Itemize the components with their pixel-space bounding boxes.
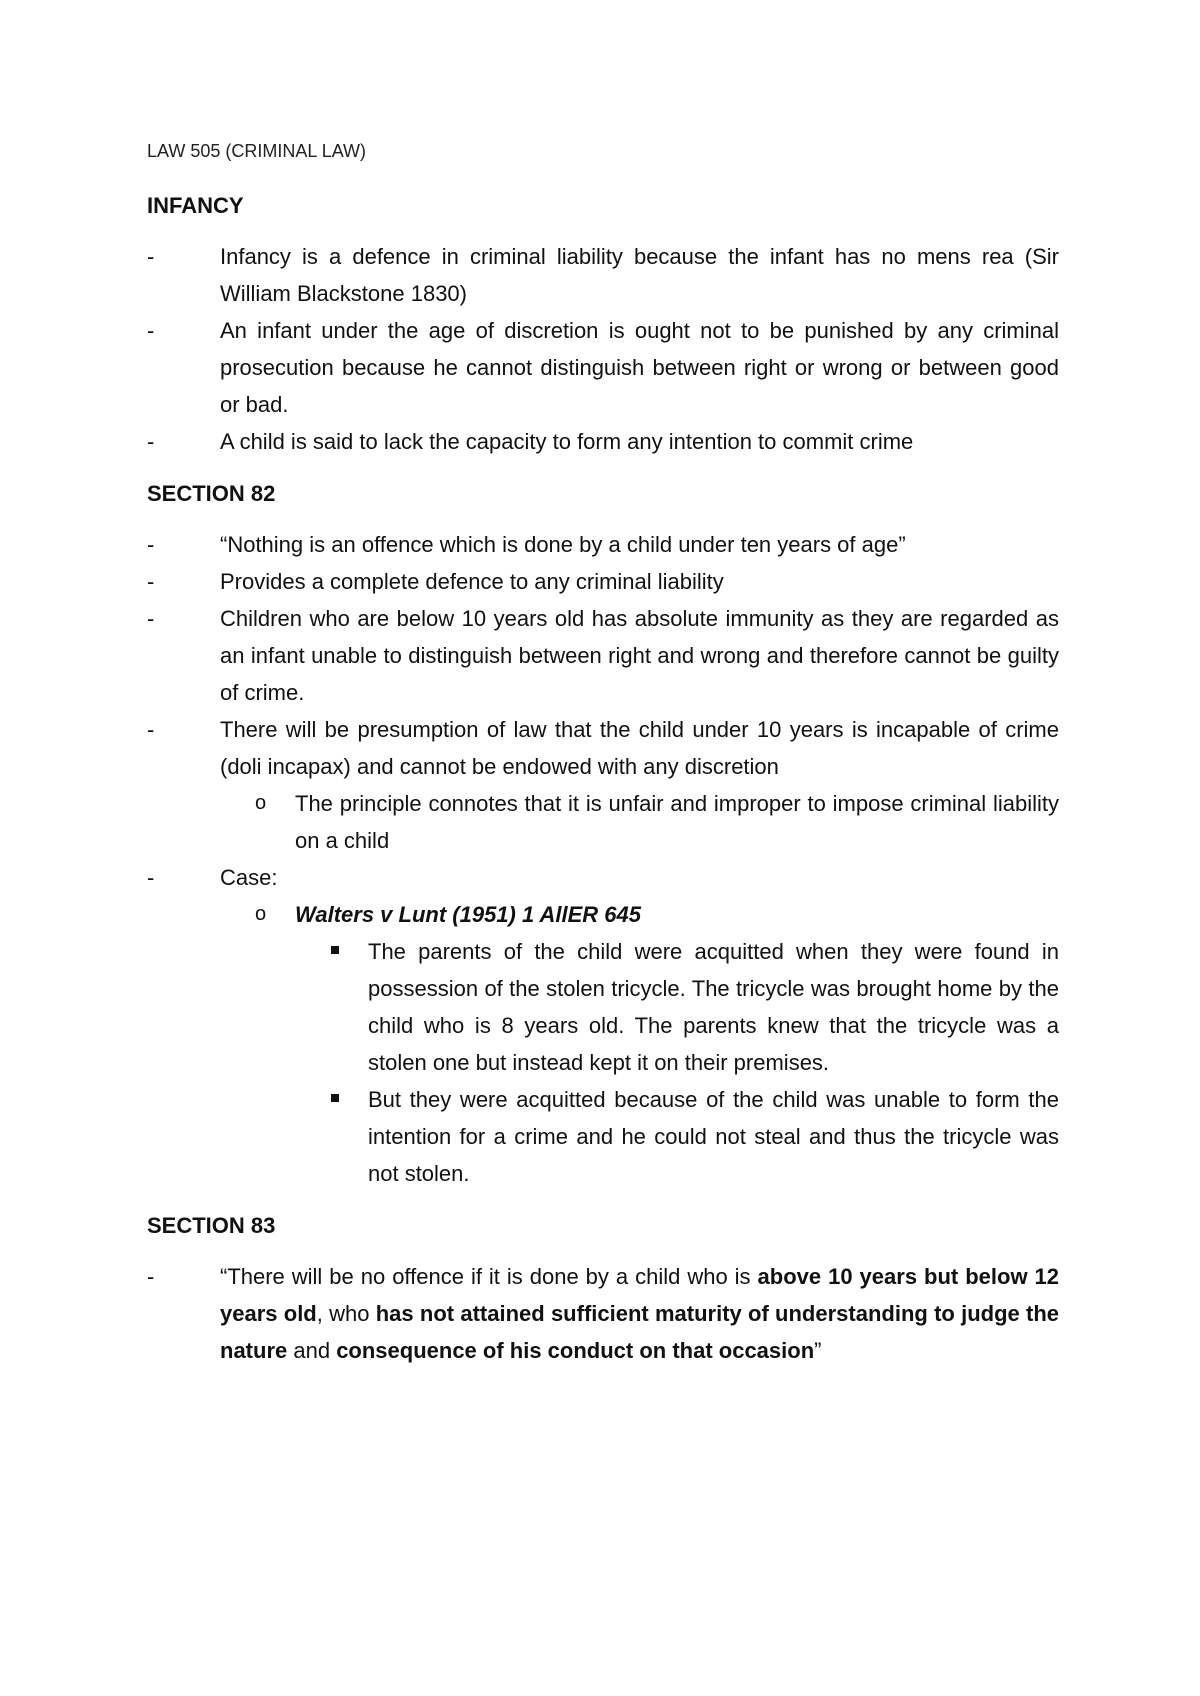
section-82-list xyxy=(147,526,1059,1192)
quote-text: “There will be no offence if it is done by a child who is xyxy=(220,1264,758,1289)
document-title: LAW 505 (CRIMINAL LAW) xyxy=(147,141,367,161)
quote-text: ” xyxy=(814,1338,822,1363)
case-item xyxy=(147,859,1059,1192)
case-fact: But they were acquitted because of the child was unable to form the intention for a crime and he could not steal and thus the tricycle was not stolen. xyxy=(331,1081,1059,1192)
case-label: Case: xyxy=(220,865,278,890)
section-82-point-text: There will be presumption of law that the child under 10 years is incapable of crime (doli incapax) and cannot be endowed with any discretion xyxy=(220,717,1059,779)
heading-section-82: SECTION 82 xyxy=(147,481,276,506)
infancy-point: - Infancy is a defence in criminal liability because the infant has no mens rea (Sir William Blackstone 1830) xyxy=(147,238,1059,312)
quote-bold-text: has not attained sufficient maturity of understanding to judge the nature xyxy=(220,1301,1059,1363)
heading-infancy: INFANCY xyxy=(147,193,244,218)
case-facts-list xyxy=(295,933,1059,1192)
infancy-list xyxy=(147,238,1059,460)
case-fact: The parents of the child were acquitted when they were found in possession of the stolen tricycle. The tricycle was brought home by the child who is 8 years old. The parents knew that the tricycle was a stolen one but instead kept it on their premises. xyxy=(331,933,1059,1081)
section-82-sub-point: o The principle connotes that it is unfair and improper to impose criminal liability on a child xyxy=(255,785,1059,859)
document-page xyxy=(147,140,1059,1369)
section-83-quote xyxy=(147,1258,1059,1369)
quote-text: and xyxy=(287,1338,337,1363)
infancy-point: - A child is said to lack the capacity to form any intention to commit crime xyxy=(147,423,1059,460)
infancy-point: - An infant under the age of discretion is ought not to be punished by any criminal prosecution because he cannot distinguish between right or wrong or between good or bad. xyxy=(147,312,1059,423)
section-82-point: - Provides a complete defence to any criminal liability xyxy=(147,563,1059,600)
case-name: Walters v Lunt (1951) 1 AllER 645 xyxy=(295,902,642,927)
section-83-list xyxy=(147,1258,1059,1369)
section-82-sub-list xyxy=(220,785,1059,859)
heading-section-83: SECTION 83 xyxy=(147,1213,276,1238)
case-list xyxy=(220,896,1059,1192)
section-82-point: - “Nothing is an offence which is done by a child under ten years of age” xyxy=(147,526,1059,563)
section-82-point xyxy=(147,711,1059,859)
case-entry xyxy=(255,896,1059,1192)
quote-text: , who xyxy=(316,1301,376,1326)
quote-bold-text: above 10 years but below 12 years old xyxy=(220,1264,1060,1326)
quote-bold-text: consequence of his conduct on that occasion xyxy=(336,1338,815,1363)
section-82-point: - Children who are below 10 years old has absolute immunity as they are regarded as an infant unable to distinguish between right and wrong and therefore cannot be guilty of crime. xyxy=(147,600,1059,711)
